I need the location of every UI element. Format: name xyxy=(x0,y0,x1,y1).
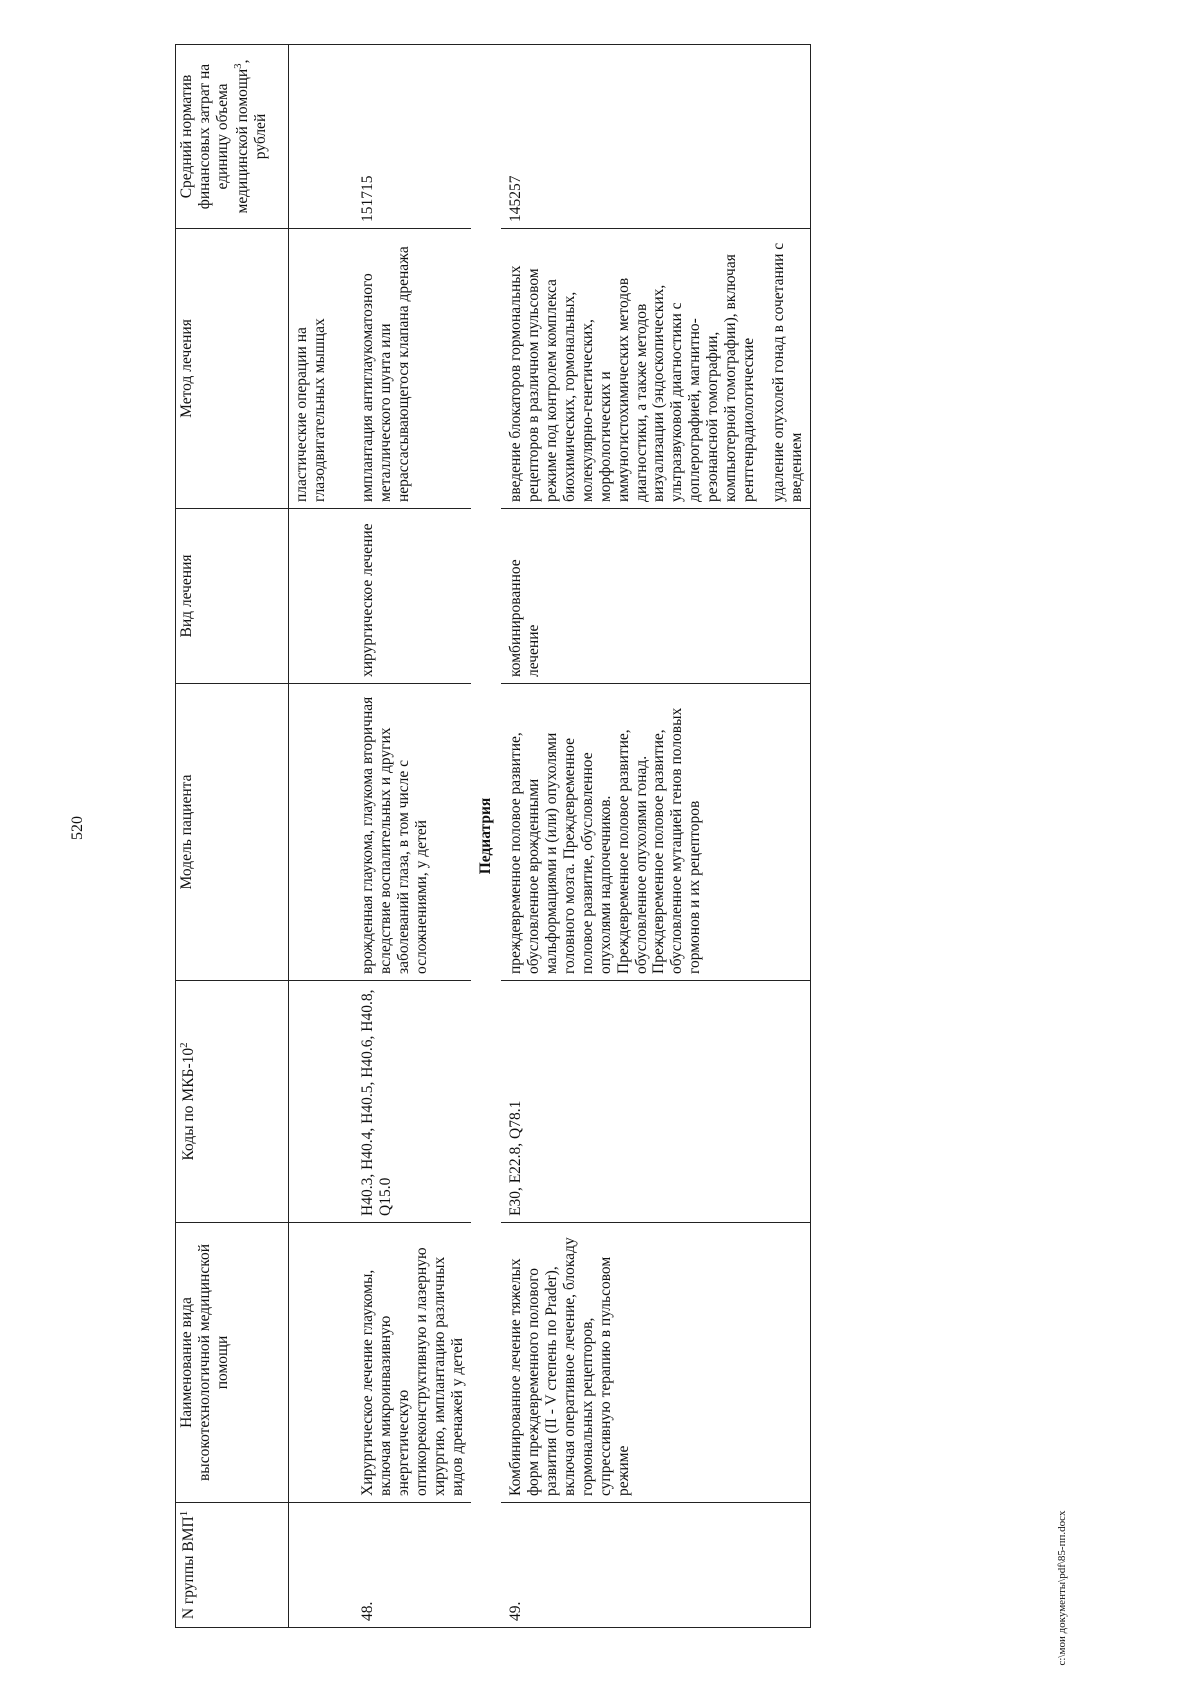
method-text-2: удаление опухолей гонад в сочетании с введением xyxy=(770,242,806,502)
cell-group-number: 49. xyxy=(501,1503,811,1628)
cell-treatment-method: имплантация антиглаукоматозного металлического шунта или нерассасывающегося клапана дренажа xyxy=(343,229,471,509)
table-row-49 xyxy=(501,45,811,1628)
cell-empty xyxy=(289,981,343,1223)
cell-vmp-name: Комбинированное лечение тяжелых форм преждевременного полового развития (II - V степень по Prader), включая оперативное лечение, блокаду гормональных рецепторов, супрессивную терапию в пульсовом режиме xyxy=(501,1223,811,1503)
table-container xyxy=(175,45,806,1621)
cell-vmp-name: Хирургическое лечение глаукомы, включая микроинвазивную энергетическую оптикореконструктивную и лазерную хирургию, имплантацию различных видов дренажей у детей xyxy=(343,1223,471,1503)
table-row-48 xyxy=(343,45,471,1628)
header-patient-model: Модель пациента xyxy=(176,684,289,981)
cell-empty xyxy=(289,1223,343,1503)
cell-group-number: 48. xyxy=(343,1503,471,1628)
cell-treatment-type: хирургическое лечение xyxy=(343,509,471,684)
cell-empty xyxy=(289,684,343,981)
cell-cost: 151715 xyxy=(343,45,471,229)
section-row xyxy=(471,45,501,1628)
cell-patient-model: врожденная глаукома, глаукома вторичная вследствие воспалительных и других заболеваний глаза, в том числе с осложнениями, у детей xyxy=(343,684,471,981)
header-treatment-type: Вид лечения xyxy=(176,509,289,684)
cell-icd-codes: H40.3, H40.4, H40.5, H40.6, H40.8, Q15.0 xyxy=(343,981,471,1223)
header-row xyxy=(176,45,289,1628)
header-cost-standard: Средний норматив финансовых затрат на единицу объема медицинской помощи$^3$, рублей xyxy=(176,45,289,229)
cell-empty xyxy=(289,1503,343,1628)
section-title: Педиатрия xyxy=(471,45,501,1628)
cell-method: пластические операции на глазодвигательных мышцах xyxy=(289,229,343,509)
cell-treatment-method xyxy=(501,229,811,509)
footer-file-path: c:\мои документы\pdf\85-пп.docx xyxy=(1056,1510,1068,1666)
cell-cost: 145257 xyxy=(501,45,811,229)
table-row-continuation xyxy=(289,45,343,1628)
cell-icd-codes: E30, E22.8, Q78.1 xyxy=(501,981,811,1223)
method-text-1: введение блокаторов гормональных рецепторов в различном пульсовом режиме под контролем комплекса биохимических, гормональных, молекулярно-генетических, морфологических и иммуногистохимических методов диагностики, а также методов визуализации (эндоскопических, ультразвуковой диагностики с доплерографией, магнитно-резонансной томографии, компьютерной томографии), включая рентгенрадиологические xyxy=(506,254,758,502)
header-vmp-name: Наименование вида высокотехнологичной медицинской помощи xyxy=(176,1223,289,1503)
header-treatment-method: Метод лечения xyxy=(176,229,289,509)
rotated-table xyxy=(175,45,1200,1628)
cell-empty xyxy=(289,45,343,229)
cell-patient-model: преждевременное половое развитие, обусловленное врожденными мальформациями и (или) опухолями головного мозга. Преждевременное половое развитие, обусловленное опухолями надпочечников. Преждевременное половое развитие, обусловленное опухолями гонад. Преждевременное половое развитие, обусловленное мутацией генов половых гормонов и их рецепторов xyxy=(501,684,811,981)
page-number: 520 xyxy=(69,816,86,840)
vmp-table xyxy=(175,44,811,1628)
header-icd-codes: Коды по МКБ-$10^2$ xyxy=(176,981,289,1223)
cell-treatment-type: комбинированное лечение xyxy=(501,509,811,684)
header-group-number: N группы ВМП$^1$ xyxy=(176,1503,289,1628)
cell-empty xyxy=(289,509,343,684)
